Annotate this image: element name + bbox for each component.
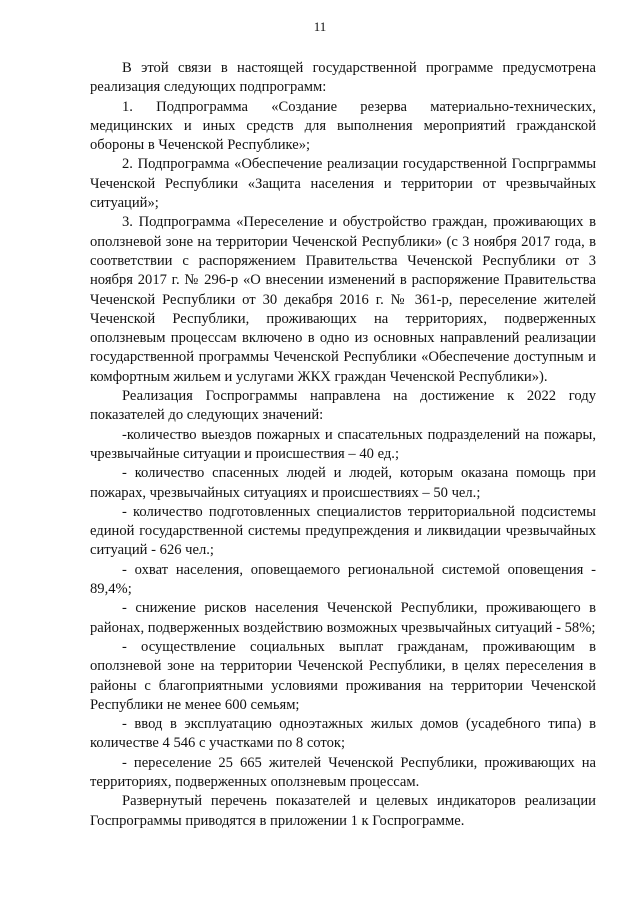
subprogram-3-paragraph: 3. Подпрограмма «Переселение и обустройство граждан, проживающих в оползневой зоне на территории Чеченской Республики» (с 3 ноября 2017 года, в соответствии с распоряжением Правительства Чеченской Республики от 3 ноября 2017 г. № 296-р «О внесении изменений в распоряжение Правительства Чеченской Республики от 30 декабря 2016 г. № 361-р, переселение жителей Чеченской Республики, проживающих на территориях, подверженных оползневым процессам включено в одно из основных направлений реализации государственной программы Чеченской Республики «Обеспечение доступным и комфортным жильем и услугами ЖКХ граждан Чеченской Республики»).	[90, 214, 596, 385]
subprogram-1-paragraph: 1. Подпрограмма «Создание резерва материально-технических, медицинских и иных средств для выполнения мероприятий гражданской обороны в Чеченской Республике»;	[90, 98, 596, 154]
closing-paragraph: Развернутый перечень показателей и целевых индикаторов реализации Госпрограммы приводятся в приложении 1 к Госпрограмме.	[90, 793, 596, 829]
target-trained-specialists: - количество подготовленных специалистов территориальной подсистемы единой государственной системы предупреждения и ликвидации чрезвычайных ситуаций - 626 чел.;	[90, 503, 596, 559]
target-resettlement: - переселение 25 665 жителей Чеченской Республики, проживающих на территориях, подверженных оползневым процессам.	[90, 754, 596, 790]
target-alert-coverage: - охват населения, оповещаемого региональной системой оповещения - 89,4%;	[90, 561, 596, 598]
document-body	[90, 59, 596, 831]
target-risk-reduction: - снижение рисков населения Чеченской Республики, проживающего в районах, подверженных воздействию возможных чрезвычайных ситуаций - 58%;	[90, 600, 596, 636]
subprogram-2-paragraph: 2. Подпрограмма «Обеспечение реализации государственной Госпрграммы Чеченской Республики «Защита населения и территории от чрезвычайных ситуаций»;	[90, 156, 596, 212]
intro-paragraph: В этой связи в настоящей государственной программе предусмотрена реализация следующих подпрограмм:	[90, 60, 596, 96]
target-social-payments: - осуществление социальных выплат гражданам, проживающим в оползневой зоне на территории Чеченской Республики, в целях переселения в районы с благоприятными условиями проживания на территории Чеченской Республики не менее 600 семьям;	[90, 638, 596, 713]
target-rescued-people: - количество спасенных людей и людей, которым оказана помощь при пожарах, чрезвычайных ситуациях и происшествиях – 50 чел.;	[90, 465, 596, 501]
target-housing-construction: - ввод в эксплуатацию одноэтажных жилых домов (усадебного типа) в количестве 4 546 с участками по 8 соток;	[90, 716, 596, 752]
targets-intro-paragraph: Реализация Госпрограммы направлена на достижение к 2022 году показателей до следующих значений:	[90, 388, 596, 424]
page-number: 11	[313, 19, 327, 34]
target-fire-calls: -количество выездов пожарных и спасательных подразделений на пожары, чрезвычайные ситуации и происшествия – 40 ед.;	[90, 426, 596, 462]
